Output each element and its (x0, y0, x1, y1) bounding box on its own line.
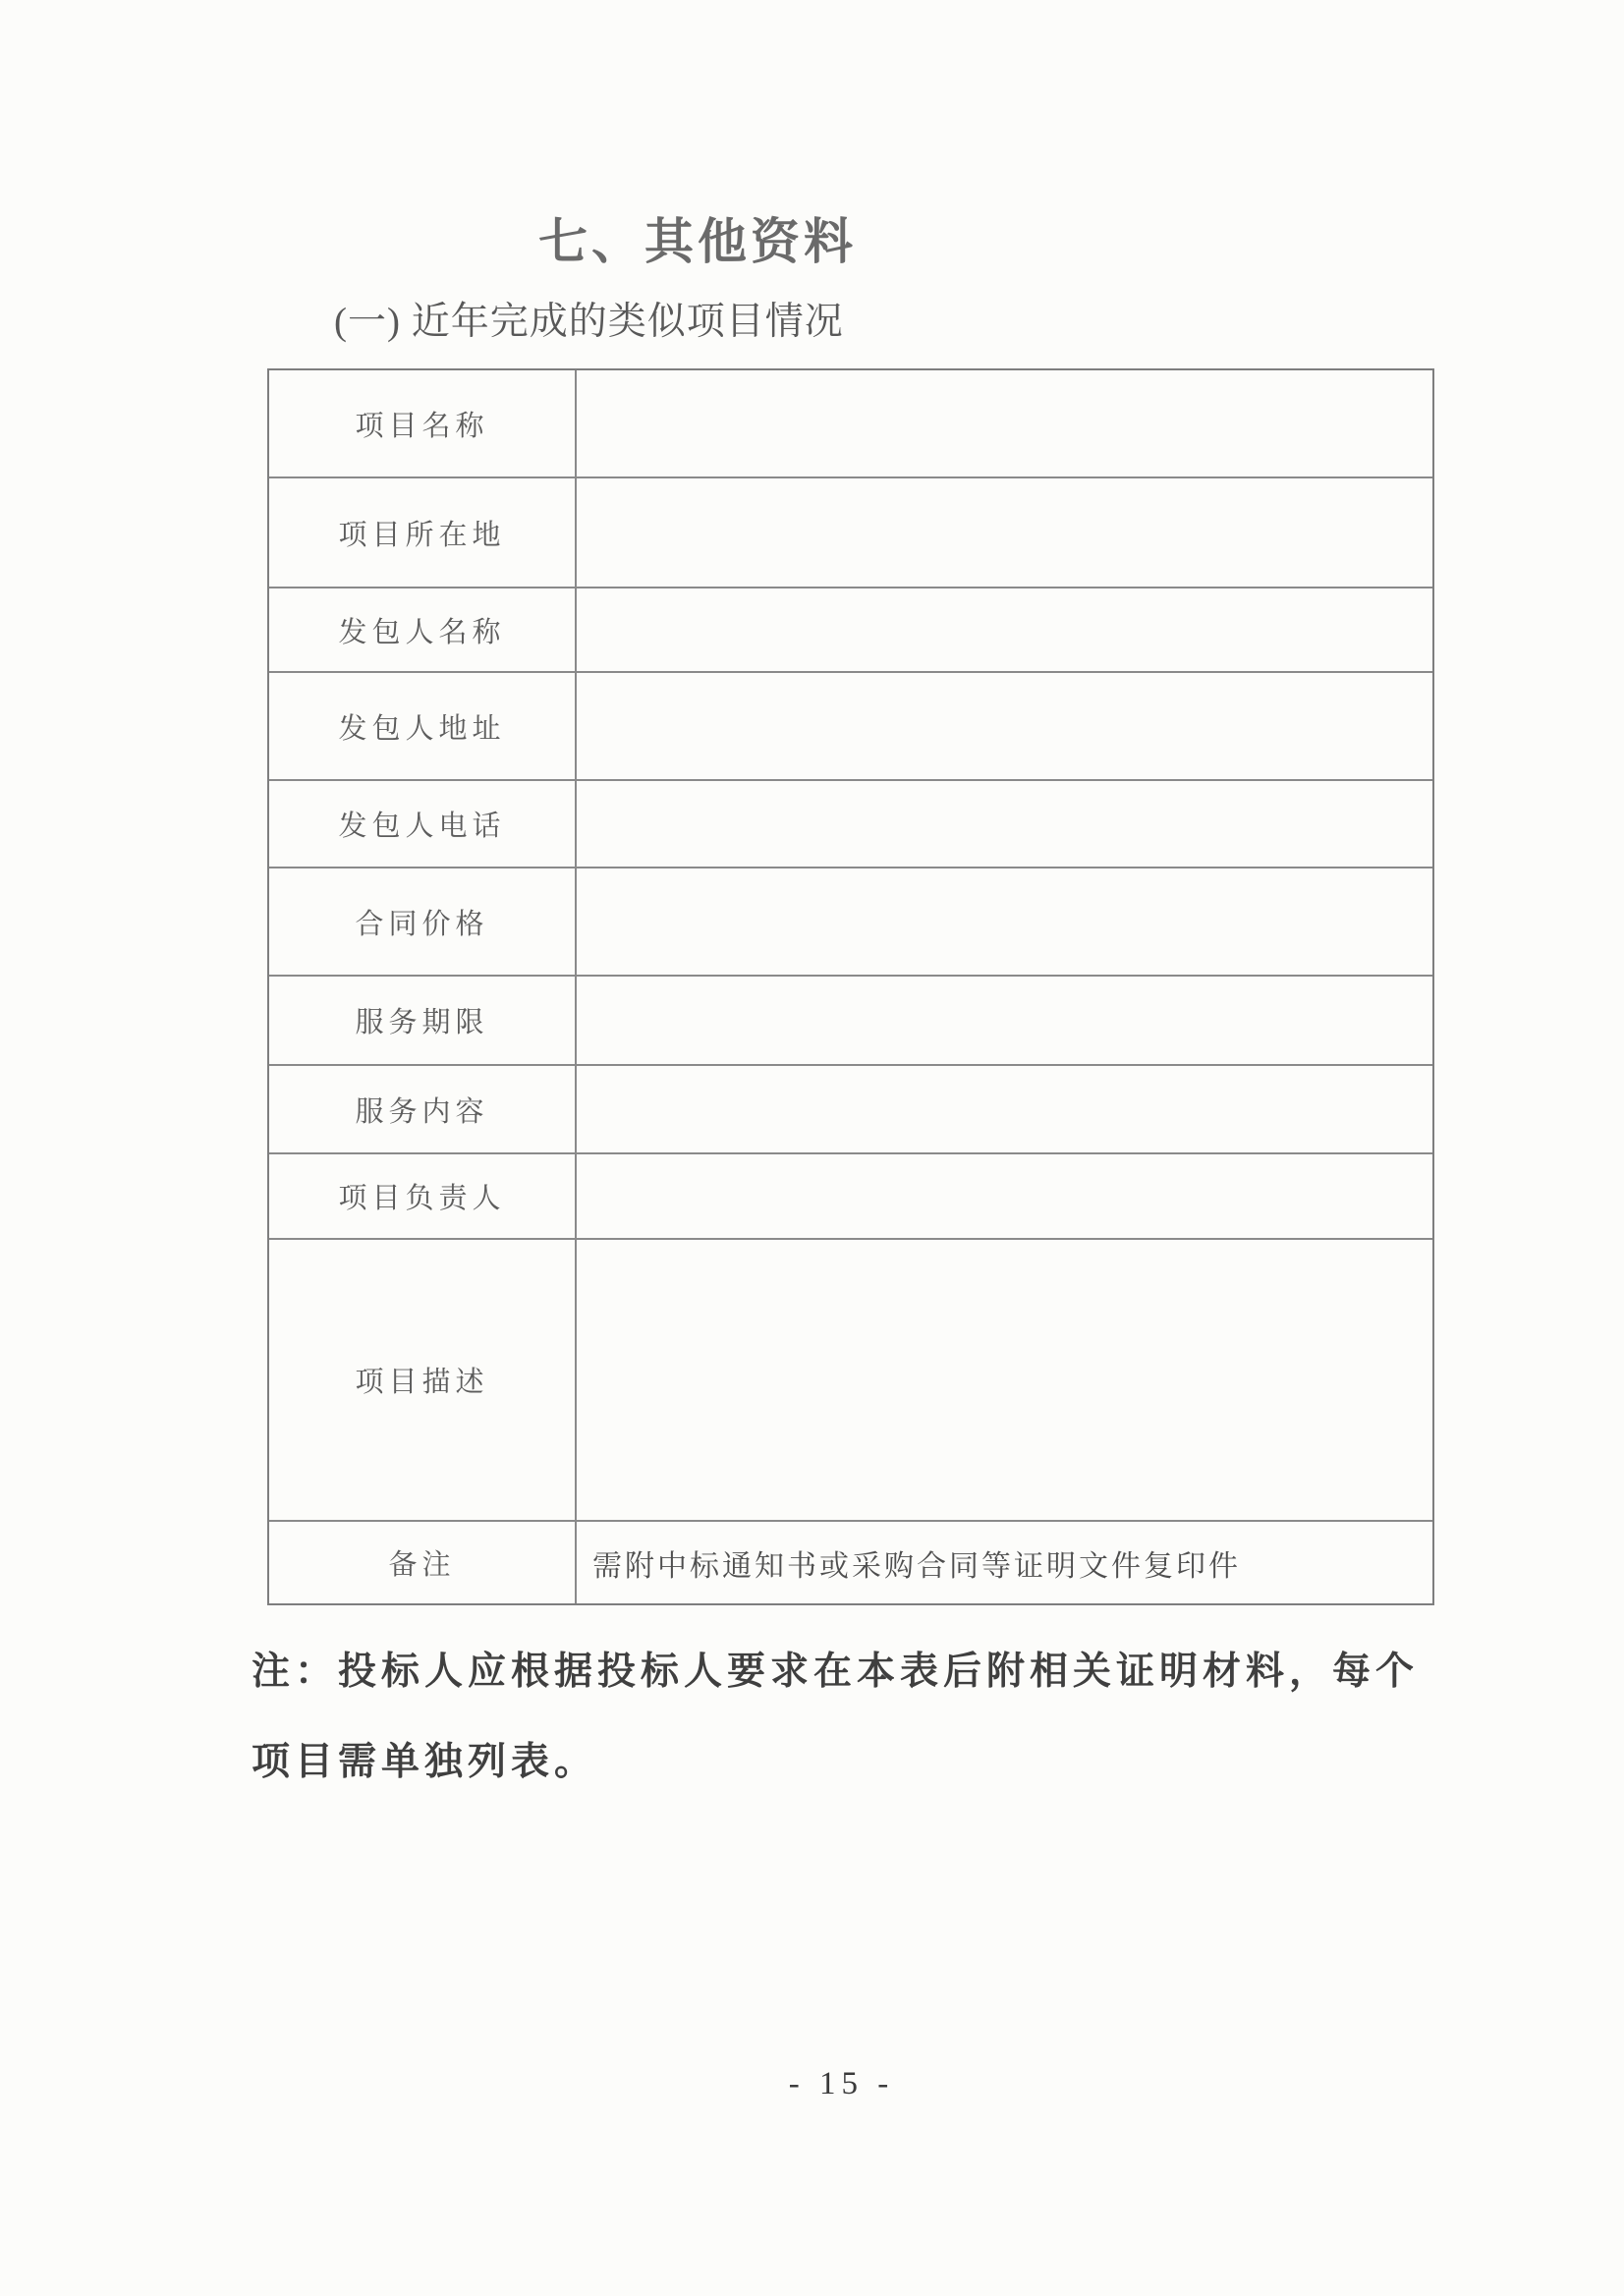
row-value (577, 1066, 1432, 1152)
row-value (577, 868, 1432, 975)
row-value (577, 673, 1432, 779)
row-value (577, 1240, 1432, 1520)
section-subtitle: (一) 近年完成的类似项目情况 (334, 301, 844, 343)
row-label: 发包人名称 (269, 588, 577, 671)
row-label: 项目所在地 (269, 478, 577, 587)
row-value: 需附中标通知书或采购合同等证明文件复印件 (592, 1549, 1241, 1583)
row-label: 发包人地址 (269, 673, 577, 779)
table-row (269, 1520, 1432, 1603)
similar-projects-table (267, 368, 1434, 1605)
table-row (269, 779, 1432, 867)
row-value (577, 781, 1432, 867)
table-row (269, 1152, 1432, 1238)
row-label: 服务内容 (269, 1066, 577, 1152)
row-label: 备注 (269, 1522, 577, 1603)
row-label: 项目负责人 (269, 1154, 577, 1238)
table-row (269, 867, 1432, 975)
table-row (269, 671, 1432, 779)
table-row (269, 975, 1432, 1064)
note-text: 注：投标人应根据投标人要求在本表后附相关证明材料，每个项目需单独列表。 (252, 1651, 1420, 1783)
row-label: 合同价格 (269, 868, 577, 975)
row-value (577, 1154, 1432, 1238)
row-label: 项目名称 (269, 370, 577, 476)
table-row (269, 1064, 1432, 1152)
row-label: 项目描述 (269, 1240, 577, 1520)
table-row (269, 370, 1432, 476)
row-value (577, 370, 1432, 476)
row-label: 发包人电话 (269, 781, 577, 867)
table-row (269, 1238, 1432, 1520)
row-value (577, 588, 1432, 671)
page-title: 七、其他资料 (538, 214, 857, 269)
page-number: - 15 - (788, 2066, 895, 2101)
row-label: 服务期限 (269, 977, 577, 1064)
table-row (269, 476, 1432, 587)
row-value (577, 977, 1432, 1064)
table-row (269, 587, 1432, 671)
row-value (577, 478, 1432, 587)
